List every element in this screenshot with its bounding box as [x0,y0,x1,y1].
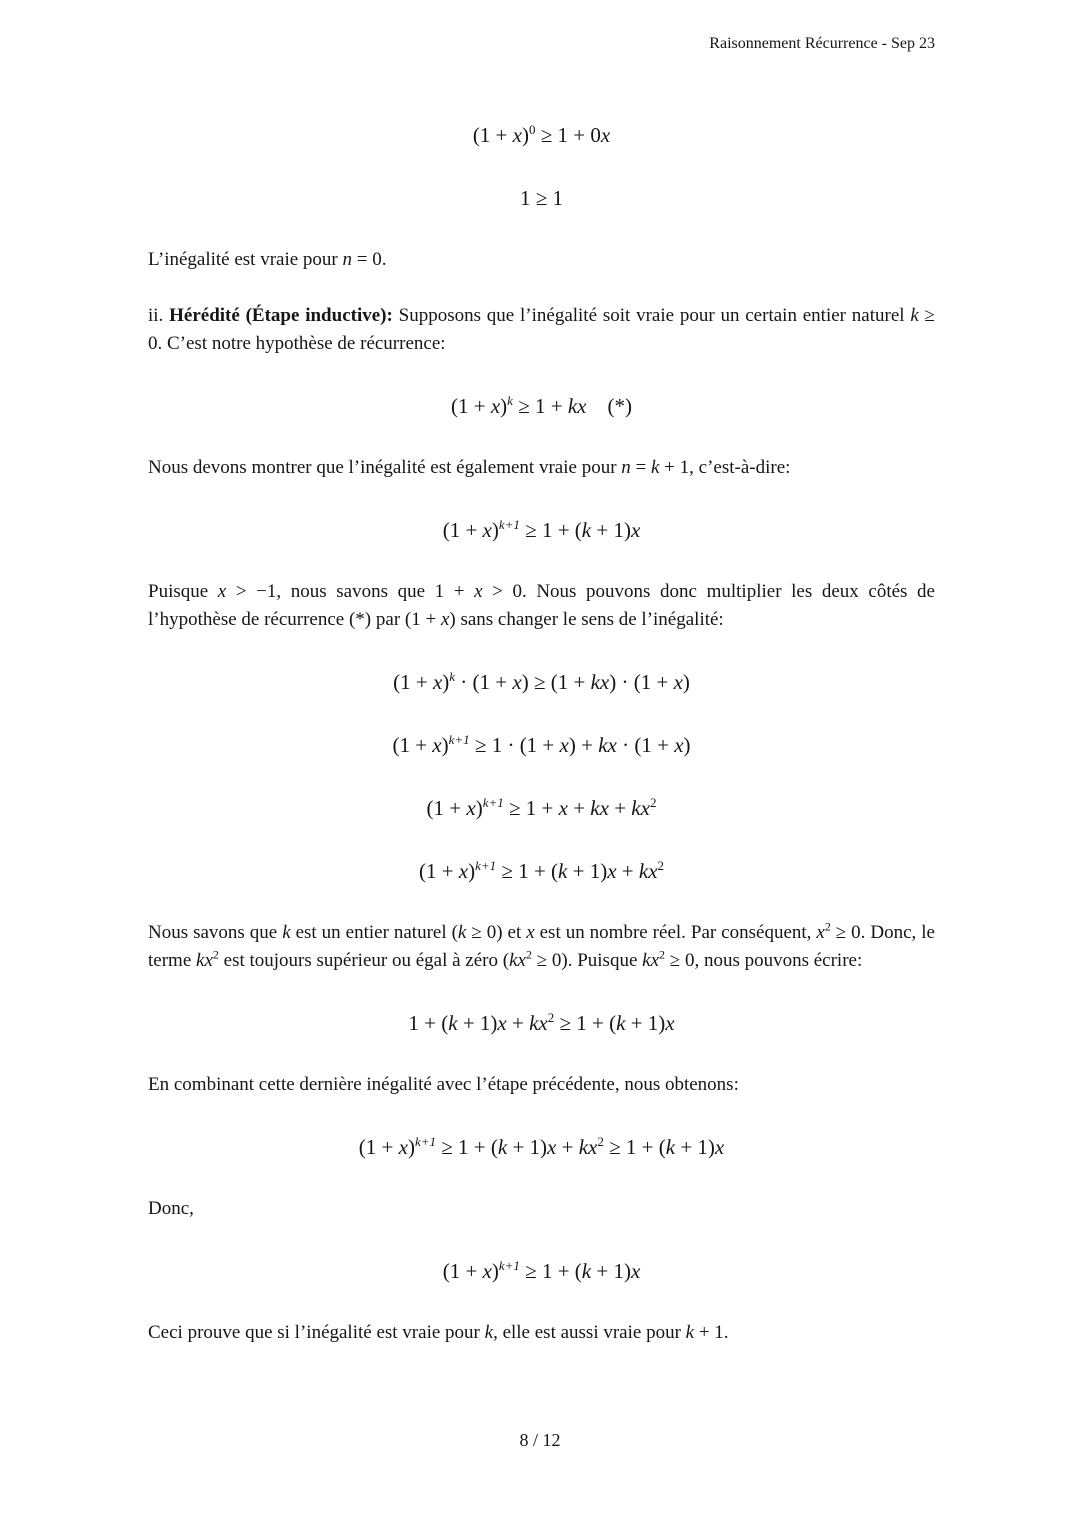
text-run: 2 [659,947,666,962]
formula-run: ≥ 1 + ( [496,859,559,883]
text-run: ≥ 0) et [466,922,527,943]
formula-run: + [608,796,632,820]
formula-run: k [448,1011,458,1035]
text-run: Nous devons montrer que l’inégalité est également vraie pour [148,457,622,478]
formula-line [148,856,935,886]
text-run: 2 [525,947,532,962]
formula-run: k+1 [414,1134,436,1149]
formula-run: x [673,670,683,694]
formula-run: kx [578,1135,598,1159]
formula-line [148,793,935,823]
formula-line [148,515,935,545]
text-paragraph [148,1319,935,1347]
formula-run: 1 + ( [408,1011,449,1035]
formula-run: ) · (1 + [609,670,674,694]
formula-run: (1 + [358,1135,399,1159]
formula-run: x [512,670,522,694]
text-run: k [457,922,467,943]
text-run: k [685,1322,695,1343]
formula-run: x [432,670,443,694]
formula-run: (*) [586,394,632,418]
text-run: ii. [148,305,170,326]
formula-run: k [581,518,592,542]
formula-run: x [559,733,569,757]
page-header [148,34,935,54]
text-run: n [621,457,631,478]
text-paragraph [148,919,935,975]
formula-run: (1 + [442,1259,483,1283]
formula-run: + [616,859,639,883]
formula-run: k [616,1011,626,1035]
formula-run: k+1 [448,732,470,747]
formula-line [148,667,935,697]
text-run: Ceci prouve que si l’inégalité est vraie pour [148,1322,485,1343]
formula-run: 2 [657,858,665,873]
formula-run: 2 [547,1010,555,1025]
formula-run: ≥ 1 + ( [603,1135,666,1159]
formula-line [148,120,935,150]
formula-run: x [482,1259,492,1283]
text-run: ≥ 0. C’est notre hypothèse de récurrence: [148,305,935,354]
formula-run: x [630,518,641,542]
text-run: + 1, c’est-à-dire: [659,457,791,478]
formula-run: kx [529,1011,548,1035]
text-run: > −1, nous savons que 1 + [226,581,475,602]
text-run: , elle est aussi vraie pour [493,1322,686,1343]
text-paragraph [148,578,935,634]
formula-run: x [512,123,522,147]
formula-run: x [458,859,469,883]
text-run: kx [642,950,660,971]
formula-run: ) [491,518,499,542]
formula-run: (1 + [418,859,459,883]
text-run: Donc, [148,1198,194,1219]
formula-run: ) [442,670,450,694]
text-run: ≥ 0, nous pouvons écrire: [665,950,863,971]
formula-run: 0 [528,122,536,137]
formula-run: ) [475,796,483,820]
formula-run: k [558,859,568,883]
document-content [148,120,935,1347]
formula-run: + 1) [675,1135,715,1159]
formula-run: (1 + [393,670,433,694]
formula-run: ≥ 1 + ( [519,518,582,542]
text-run: k [650,457,660,478]
formula-run: · (1 + [616,733,675,757]
text-run: k [484,1322,494,1343]
page-footer [0,1430,1080,1451]
text-run: Puisque [148,581,218,602]
text-run: = [630,457,651,478]
formula-run: (1 + [392,733,433,757]
text-paragraph [148,1071,935,1099]
formula-line [148,1008,935,1038]
formula-run: + 1) [591,1259,631,1283]
formula-run: kx [638,859,658,883]
formula-run: + 1) [591,518,631,542]
formula-run: ≥ 1 + ( [519,1259,582,1283]
formula-run: x [432,733,442,757]
text-run: > 0. Nous pouvons donc multiplier les deux côtés de l’hypothèse de récurrence (*) par (1 + [148,581,935,630]
formula-run: kx [567,394,587,418]
formula-run: ) [521,123,529,147]
formula-run: + [556,1135,579,1159]
text-run: est toujours supérieur ou égal à zéro ( [218,950,510,971]
formula-run: ≥ 1 + ( [435,1135,498,1159]
formula-run: + 1) [507,1135,548,1159]
formula-run: x [398,1135,408,1159]
formula-run: x [490,394,501,418]
text-run: 2 [824,919,831,934]
text-run: n [342,249,353,270]
text-run: = 0. [352,249,387,270]
formula-run: k [665,1135,676,1159]
text-run: + 1. [694,1322,729,1343]
text-run: k [282,922,291,943]
text-run: est un entier naturel ( [290,922,458,943]
text-paragraph [148,302,935,358]
formula-run: ≥ 1 + [503,796,559,820]
formula-run: x [558,796,568,820]
formula-run: k+1 [498,517,520,532]
formula-run: x [607,859,617,883]
formula-run: + 1) [457,1011,498,1035]
formula-run: 1 ≥ 1 [519,186,564,210]
formula-run: kx [590,670,610,694]
text-run: Supposons que l’inégalité soit vraie pour un certain entier naturel [392,305,911,326]
text-run: ) sans changer le sens de l’inégalité: [449,609,724,630]
formula-run: ) + [568,733,599,757]
formula-run: ≥ 1 + [512,394,568,418]
formula-line [148,1132,935,1162]
formula-run: 2 [597,1134,604,1149]
formula-run: k [581,1259,592,1283]
formula-run: x [482,518,492,542]
formula-line [148,730,935,760]
text-run: x [526,922,535,943]
text-run: ≥ 0). Puisque [531,950,643,971]
text-run: En combinant cette dernière inégalité avec l’étape précédente, nous obtenons: [148,1074,739,1095]
formula-run: x [714,1135,725,1159]
formula-run: ) [468,859,476,883]
formula-run: ) [491,1259,499,1283]
text-run: est un nombre réel. Par conséquent, [534,922,817,943]
text-run: x [474,581,483,602]
formula-run: ) [500,394,508,418]
page-number: 8 / 12 [519,1430,561,1450]
formula-run: kx [631,796,650,820]
formula-run: x [547,1135,557,1159]
formula-run: kx [590,796,609,820]
formula-run: ≥ 1 + 0 [535,123,601,147]
text-run: ≥ 0. Donc, le terme [148,922,935,971]
text-run: L’inégalité est vraie pour [148,249,343,270]
formula-run: k+1 [482,795,504,810]
text-run: kx [196,950,213,971]
formula-run: + 1) [567,859,608,883]
formula-run: (1 + [451,394,491,418]
text-run: Hérédité (Étape inductive): [169,305,393,326]
formula-run: kx [598,733,617,757]
formula-run: x [497,1011,507,1035]
formula-run: 2 [649,795,657,810]
text-run: 2 [212,947,219,962]
formula-run: x [466,796,476,820]
formula-run: ) [683,733,691,757]
formula-run: (1 + [442,518,483,542]
text-paragraph [148,1195,935,1223]
formula-run: ) [682,670,690,694]
formula-run: (1 + [472,123,513,147]
formula-run: + 1) [625,1011,666,1035]
formula-run: (1 + [426,796,467,820]
text-paragraph [148,454,935,482]
formula-run: k+1 [498,1258,520,1273]
formula-run: + [506,1011,530,1035]
formula-run: ) [407,1135,415,1159]
text-run: kx [509,950,526,971]
text-run: k [910,305,919,326]
formula-run: k [507,393,513,408]
text-paragraph [148,246,935,274]
formula-line [148,183,935,213]
formula-run: x [600,123,611,147]
formula-run: k [449,669,456,684]
formula-run: ) ≥ (1 + [521,670,591,694]
formula-run: x [630,1259,641,1283]
text-run: x [440,609,450,630]
formula-run: ≥ 1 + ( [554,1011,617,1035]
formula-run: ) [441,733,449,757]
formula-run: k+1 [475,858,497,873]
formula-run: k [497,1135,508,1159]
formula-line [148,1256,935,1286]
formula-run: + [567,796,591,820]
formula-run: x [674,733,684,757]
text-run: Nous savons que [148,922,283,943]
formula-run: ≥ 1 · (1 + [469,733,560,757]
formula-run: x [665,1011,675,1035]
formula-run: · (1 + [455,670,513,694]
text-run: x [816,922,825,943]
formula-line [148,391,935,421]
header-title: Raisonnement Récurrence - Sep 23 [709,35,935,52]
text-run: x [217,581,227,602]
